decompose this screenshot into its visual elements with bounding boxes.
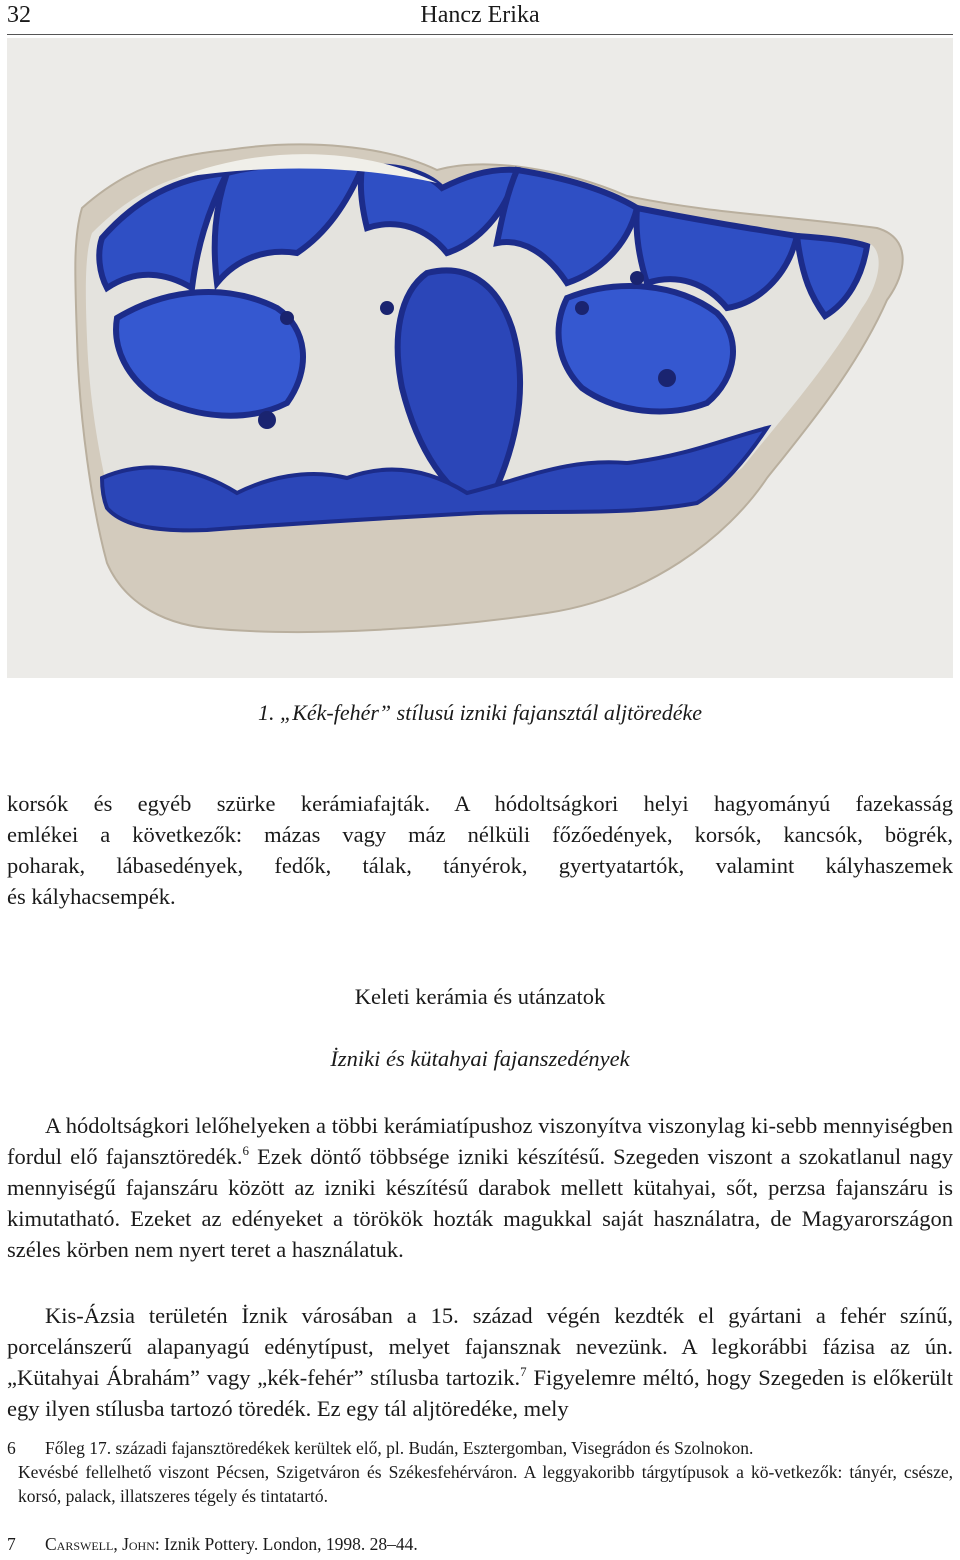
paragraph-3 — [7, 1300, 953, 1424]
paragraph-1-line: korsók és egyéb szürke kerámiafajták. A hódoltságkori helyi hagyományú fazekasság — [7, 791, 953, 816]
footnote-number: 6 — [7, 1438, 16, 1458]
paragraph-2 — [7, 1110, 953, 1265]
footnote-ref-7: 7 — [520, 1364, 527, 1379]
figure-caption: 1. „Kék-fehér” stílusú izniki fajansztál aljtöredéke — [257, 700, 703, 725]
footnote-number: 7 — [7, 1534, 16, 1554]
paragraph-3-text-b: Figyelemre méltó, hogy Szegeden is előkerült egy ilyen stílusba tartozó töredék. Ez egy tál aljtöredéke, mely — [7, 1365, 953, 1421]
footnote-text-continued: Kevésbé fellelhető viszont Pécsen, Szigetváron és Székesfehérváron. A leggyakoribb tárgytípusok a kö-vetkezők: tányér, csésze, korsó, palack, illatszeres tégely és tintatartó. — [18, 1462, 953, 1506]
footnote-text: Főleg 17. századi fajansztöredékek kerültek elő, pl. Budán, Esztergomban, Visegrádon és Szolnokon. — [45, 1438, 754, 1458]
footnote-author: Carswell, John — [45, 1534, 155, 1554]
footnote-6 — [7, 1436, 953, 1508]
paragraph-1-line: poharak, lábasedények, fedők, tálak, tányérok, gyertyatartók, valamint kályhaszemek — [7, 853, 953, 878]
footnote-citation: : Iznik Pottery. London, 1998. 28–44. — [154, 1534, 418, 1554]
section-subheading: İzniki és kütahyai fajanszedények — [330, 1046, 630, 1071]
paragraph-2-text-a: A hódoltságkori lelőhelyeken a többi kerámiatípushoz viszonyítva viszonylag ki-sebb mennyiségben fordul elő fajansztöredék. — [7, 1113, 953, 1169]
section-heading: Keleti kerámia és utánzatok — [354, 984, 606, 1009]
paragraph-3-text-a: Kis-Ázsia területén İznik városában a 15. század végén kezdték el gyártani a fehér színű, porcelánszerű alapanyagú edénytípust, melyet fajansznak nevezünk. A legkorábbi fázisa az ún. „Kütahyai Ábrahám” vagy „kék-fehér” stílusba tartozik. — [7, 1303, 953, 1390]
paragraph-1 — [7, 788, 953, 912]
page-number: 32 — [7, 2, 31, 28]
paragraph-1-line: és kályhacsempék. — [7, 884, 176, 909]
figure-photo-faience-sherd — [7, 38, 953, 678]
running-head: Hancz Erika — [420, 2, 540, 28]
paragraph-2-text-b: Ezek döntő többsége izniki készítésű. Szegeden viszont a szokatlanul nagy mennyiségű fajanszáru között az izniki készítésű darabok mellett kütahyai, sőt, perzsa fajanszáru is kimutatható. Ezeket az edényeket a törökök hozták magukkal saját használatra, de Magyarországon széles körben nem nyert teret a használatuk. — [7, 1144, 954, 1262]
paragraph-1-line: emlékei a következők: mázas vagy máz nélküli főzőedények, korsók, kancsók, bögrék, — [7, 822, 953, 847]
footnote-ref-6: 6 — [242, 1143, 249, 1158]
sherd-illustration — [7, 38, 953, 678]
page-header — [7, 0, 953, 35]
footnote-7 — [7, 1532, 953, 1556]
